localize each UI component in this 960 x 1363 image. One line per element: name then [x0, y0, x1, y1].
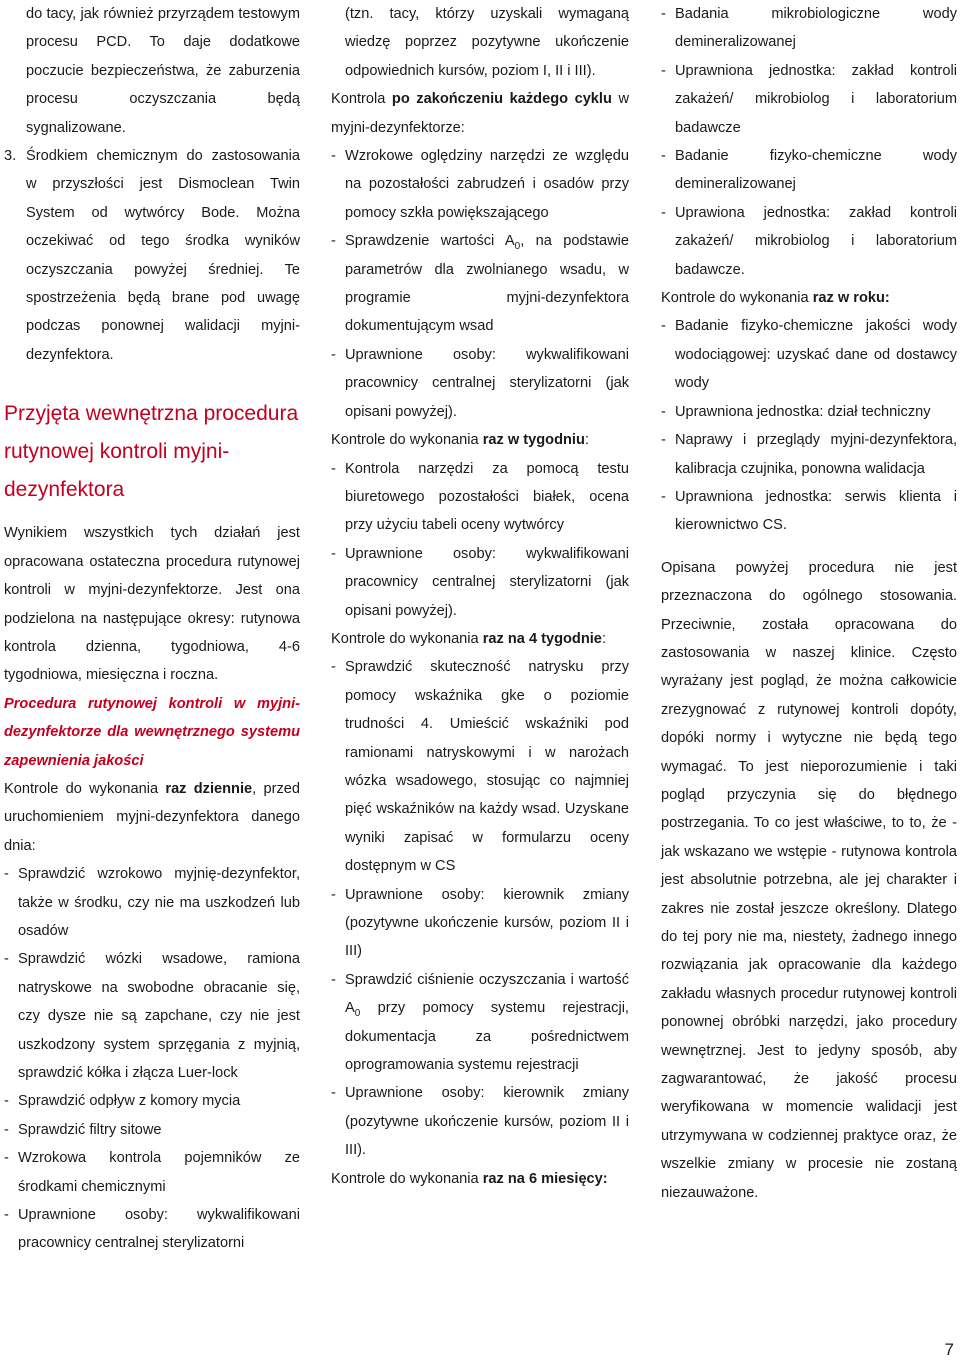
m6-prefix: Kontrole do wykonania	[331, 1170, 483, 1187]
cycle-bold: po zakończeniu każdego cyklu	[391, 91, 612, 108]
column-right	[661, 0, 957, 1207]
daily-intro	[4, 775, 300, 860]
list-item: - Uprawnione osoby: wykwalifikowani pracownicy centralnej sterylizatorni (jak opisani powyżej).	[331, 540, 629, 625]
weekly-bold: raz w tygodniu	[482, 432, 585, 449]
list-item: - Uprawniona jednostka: zakład kontroli zakażeń/ mikrobiolog i laboratorium badawcze	[661, 57, 957, 142]
list-item: - Uprawnione osoby: wykwalifikowani pracownicy centralnej sterylizatorni	[4, 1201, 300, 1258]
w4-prefix: Kontrole do wykonania	[331, 630, 483, 647]
continued-paragraph: do tacy, jak również przyrządem testowym procesu PCD. To daje dodatkowe poczucie bezpieczeństwa, że zaburzenia procesu oczyszczania będą sygnalizowane.	[26, 6, 300, 136]
list-item: - Sprawdzić odpływ z komory mycia	[4, 1087, 300, 1115]
list-item: - Uprawniona jednostka: dział techniczny	[661, 398, 957, 426]
spacer	[661, 540, 957, 554]
page-number: 7	[944, 1340, 954, 1359]
list-item	[331, 966, 629, 1080]
four-week-intro	[331, 625, 629, 653]
six-month-intro	[331, 1165, 629, 1193]
list-item: - Wzrokowa kontrola pojemników ze środkami chemicznymi	[4, 1144, 300, 1201]
list-item: - Sprawdzić wzrokowo myjnię-dezynfektor, także w środku, czy nie ma uszkodzeń lub osadów	[4, 860, 300, 945]
yearly-intro	[661, 284, 957, 312]
item-text-b: przy pomocy systemu rejestracji, dokumentacja za pośrednictwem oprogramowania systemu rejestracji	[345, 1000, 629, 1074]
list-item: - Uprawnione osoby: kierownik zmiany (pozytywne ukończenie kursów, poziom II i III)	[331, 881, 629, 966]
list-item: - Naprawy i przeglądy myjni-dezynfektora, kalibracja czujnika, ponowna walidacja	[661, 426, 957, 483]
list-item: - Badanie fizyko-chemiczne jakości wody wodociągowej: uzyskać dane od dostawcy wody	[661, 312, 957, 397]
weekly-intro	[331, 426, 629, 454]
list-item	[331, 227, 629, 341]
daily-suffix: , przed uruchomieniem myjni-dezynfektora danego dnia:	[4, 780, 300, 854]
weekly-suffix: :	[584, 432, 589, 449]
item-text-a: Sprawdzenie wartości A	[345, 233, 515, 250]
item-text-b: , na podstawie parametrów dla zwolnianego wsadu, w programie myjni-dezynfektora dokumentującym wsad	[345, 233, 629, 335]
item-number: 3.	[4, 148, 17, 165]
procedure-subheading: Procedura rutynowej kontroli w myjni-dezynfektorze dla wewnętrznego systemu zapewnienia jakości	[4, 695, 300, 769]
subscript: 0	[354, 1008, 361, 1020]
w4-bold: raz na 4 tygodnie	[482, 630, 602, 647]
m6-bold: raz na 6 miesięcy:	[482, 1170, 608, 1187]
list-item: - Uprawniona jednostka: serwis klienta i kierownictwo CS.	[661, 483, 957, 540]
list-item: - Uprawiona jednostka: zakład kontroli zakażeń/ mikrobiolog i laboratorium badawcze.	[661, 199, 957, 284]
item-text: Środkiem chemicznym do zastosowania w przyszłości jest Dismoclean Twin System od wytwórcy Bode. Można oczekiwać od tego środka wyników oczyszczania powyżej średniej. Te spostrzeżenia będą brane pod uwagę podczas ponownej walidacji myjni-dezynfektora.	[26, 148, 300, 363]
daily-prefix: Kontrole do wykonania	[4, 780, 166, 797]
closing-paragraph: Opisana powyżej procedura nie jest przeznaczona do ogólnego stosowania. Przeciwnie, została opracowana do zastosowania w naszej klinice. Często wyrażany jest pogląd, że można całkowicie zrezygnować z rutynowej kontroli dopóty, dopóki normy i wytyczne nie będą tego wymagać. To jest nieporozumienie i taki pogląd przyczynia się do błędnego postrzegania. To co jest właściwe, to to, że - jak wskazano we wstępie - rutynowa kontrola jest absolutnie potrzebna, ale jej charakter i zakres nie został jeszcze określony. Dlatego do tej pory nie ma, niestety, żadnego innego rozwiązania jak opracowanie dla każdego zakładu własnych procedur rutynowej kontroli ponownej obróbki narzędzi, jako procedury wewnętrznej. Jest to jedyny sposób, aby zagwarantować, że jakość procesu weryfikowana w momencie walidacji jest utrzymywana w codziennej praktyce oraz, że wszelkie zmiany w procesie nie zostaną niezauważone.	[661, 559, 957, 1201]
list-item: - Sprawdzić wózki wsadowe, ramiona natryskowe na swobodne obracanie się, czy dysze nie są zapchane, czy nie jest uszkodzony system sprzęgania z myjnią, sprawdzić kółka i złącza Luer-lock	[4, 945, 300, 1087]
cycle-intro	[331, 85, 629, 142]
list-item: - Badania mikrobiologiczne wody demineralizowanej	[661, 0, 957, 57]
column-left	[4, 0, 300, 1258]
numbered-item-3	[4, 142, 300, 369]
yearly-prefix: Kontrole do wykonania	[661, 290, 813, 307]
list-item: - Sprawdzić skuteczność natrysku przy pomocy wskaźnika gke o poziomie trudności 4. Umieścić wskaźniki pod ramionami natryskowymi i w narożach wózka wsadowego, stosując co najmniej pięć wskaźników na każdy wsad. Uzyskane wyniki zapisać w formularzu oceny dostępnym w CS	[331, 653, 629, 880]
continued-paragraph: (tzn. tacy, którzy uzyskali wymaganą wiedzę poprzez pozytywne ukończenie odpowiednich kursów, poziom I, II i III).	[345, 6, 629, 79]
item-text-a: Sprawdzić ciśnienie oczyszczania i wartość A	[345, 971, 629, 1017]
section-heading: Przyjęta wewnętrzna procedura rutynowej kontroli myjni-dezynfektora	[4, 402, 299, 502]
list-item: - Badanie fizyko-chemiczne wody demineralizowanej	[661, 142, 957, 199]
yearly-bold: raz w roku:	[812, 290, 890, 307]
weekly-prefix: Kontrole do wykonania	[331, 432, 483, 449]
column-middle	[331, 0, 629, 1193]
daily-bold: raz dziennie	[165, 780, 253, 797]
list-item: - Sprawdzić filtry sitowe	[4, 1116, 300, 1144]
cycle-suffix: w myjni-dezynfektorze:	[331, 91, 629, 136]
w4-suffix: :	[601, 630, 606, 647]
intro-paragraph: Wynikiem wszystkich tych działań jest opracowana ostateczna procedura rutynowej kontroli w myjni-dezynfektorze. Jest ona podzielona na następujące okresy: rutynowa kontrola dzienna, tygodniowa, 4-6 tygodniowa, miesięczna i roczna.	[4, 525, 300, 684]
list-item: - Uprawnione osoby: wykwalifikowani pracownicy centralnej sterylizatorni (jak opisani powyżej).	[331, 341, 629, 426]
list-item: - Uprawnione osoby: kierownik zmiany (pozytywne ukończenie kursów, poziom II i III).	[331, 1079, 629, 1164]
cycle-prefix: Kontrola	[331, 91, 392, 108]
list-item: - Wzrokowe oględziny narzędzi ze względu na pozostałości zabrudzeń i osadów przy pomocy szkła powiększającego	[331, 142, 629, 227]
subscript: 0	[514, 241, 521, 253]
list-item: - Kontrola narzędzi za pomocą testu biuretowego pozostałości białek, ocena przy użyciu tabeli oceny wytwórcy	[331, 455, 629, 540]
